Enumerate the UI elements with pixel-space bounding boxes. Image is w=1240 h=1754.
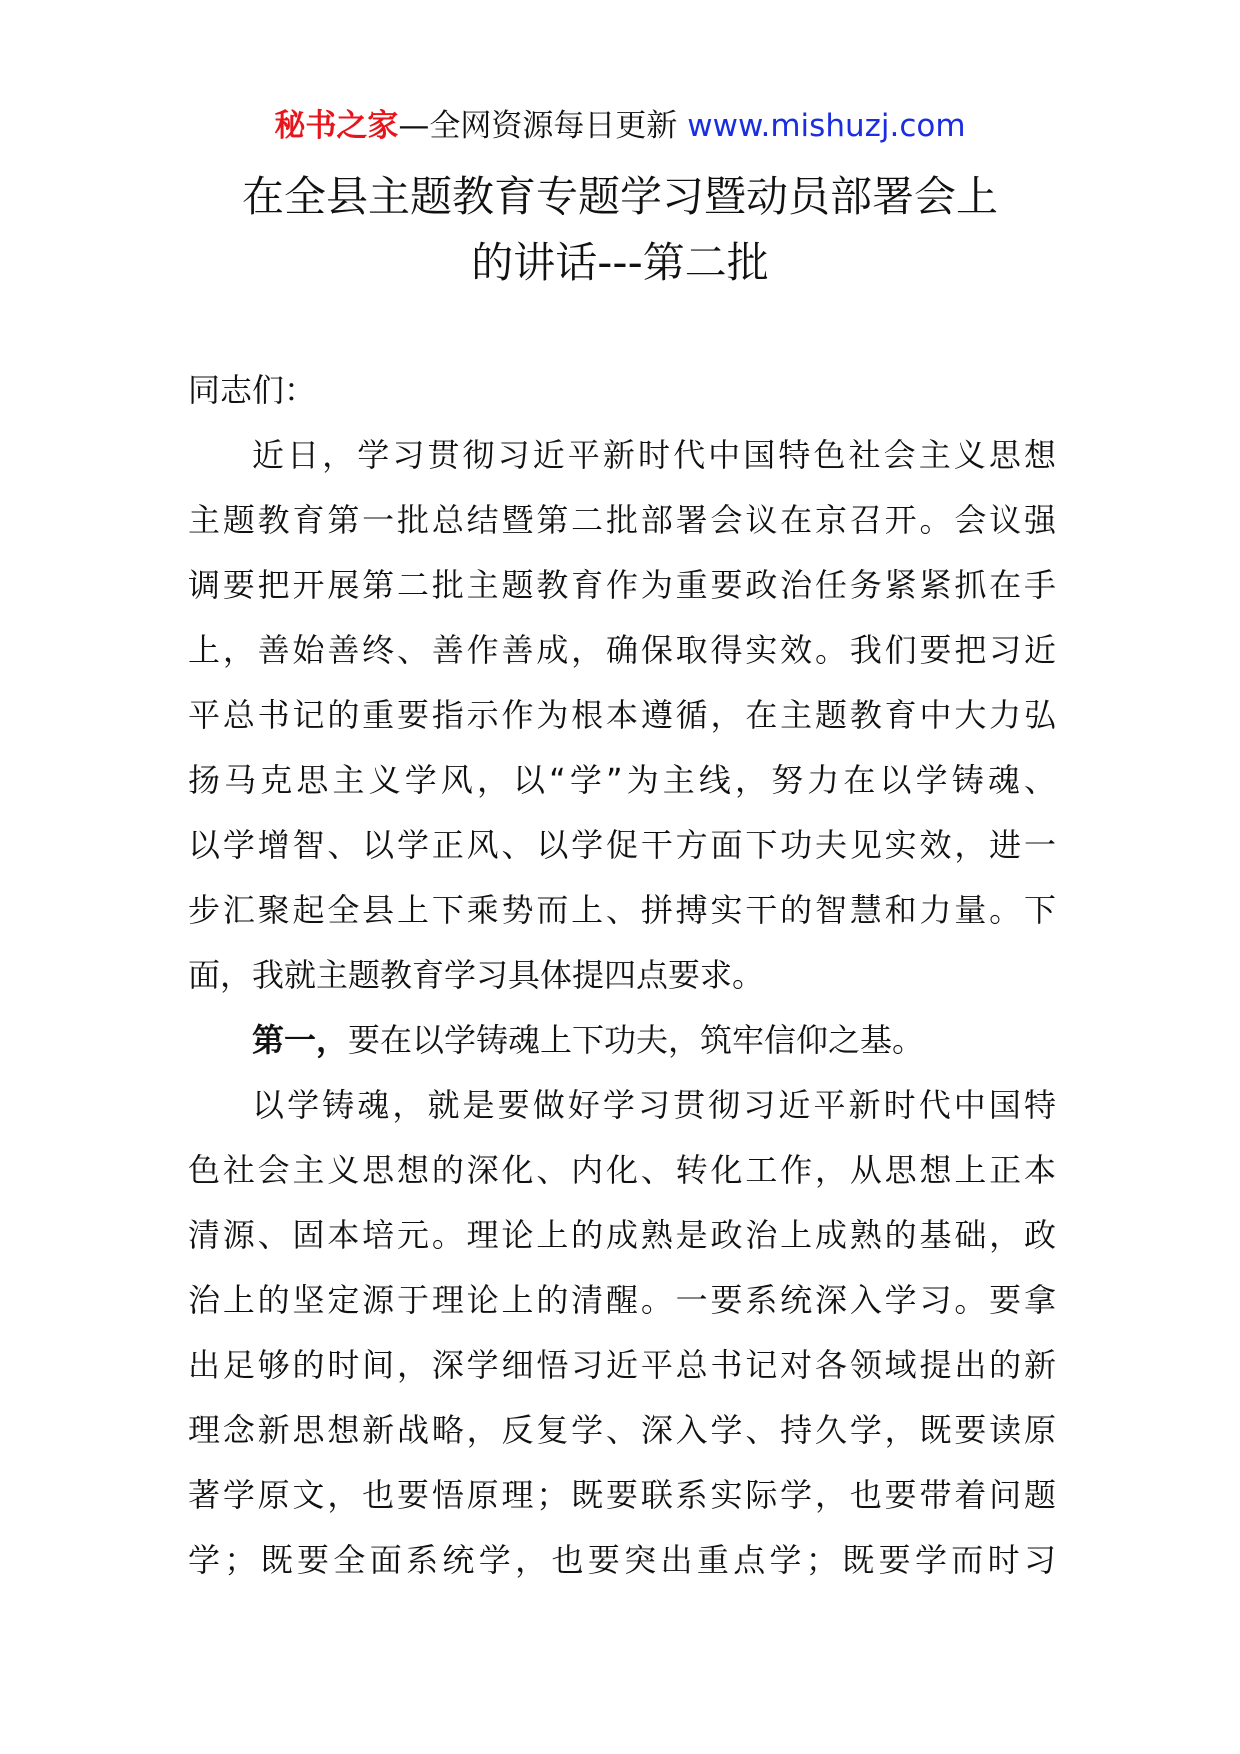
- paragraph-line: 著学原文，也要悟原理；既要联系实际学，也要带着问题: [188, 1476, 1056, 1514]
- section-heading-1: [188, 1008, 1056, 1073]
- paragraph-line: 主题教育第一批总结暨第二批部署会议在京召开。会议强: [188, 501, 1056, 539]
- paragraph-1: [188, 423, 1056, 1008]
- title-line-2: 的讲话---第二批: [471, 238, 769, 287]
- brand-name: 秘书之家: [274, 108, 399, 144]
- heading-tail: 筑牢信仰之基。: [700, 1021, 925, 1059]
- paragraph-line: 上，善始善终、善作善成，确保取得实效。我们要把习近: [188, 631, 1056, 669]
- site-header: [0, 104, 1240, 148]
- paragraph-line: 扬马克思主义学风，以“学”为主线，努力在以学铸魂、: [188, 761, 1056, 799]
- paragraph-line: 调要把开展第二批主题教育作为重要政治任务紧紧抓在手: [188, 566, 1056, 604]
- paragraph-line: 面，我就主题教育学习具体提四点要求。: [188, 956, 765, 994]
- paragraph-line: 清源、固本培元。理论上的成熟是政治上成熟的基础，政: [188, 1216, 1056, 1254]
- paragraph-line: 步汇聚起全县上下乘势而上、拼搏实干的智慧和力量。下: [188, 891, 1056, 929]
- paragraph-line: 近日，学习贯彻习近平新时代中国特色社会主义思想: [252, 436, 1056, 474]
- paragraph-line: 平总书记的重要指示作为根本遵循，在主题教育中大力弘: [188, 696, 1056, 734]
- salutation: 同志们：: [188, 371, 317, 409]
- paragraph-line: 学；既要全面系统学，也要突出重点学；既要学而时习: [188, 1541, 1056, 1579]
- document-title: [140, 164, 1100, 296]
- paragraph-line: 以学铸魂，就是要做好学习贯彻习近平新时代中国特: [252, 1086, 1056, 1124]
- paragraph-line: 色社会主义思想的深化、内化、转化工作，从思想上正本: [188, 1151, 1056, 1189]
- paragraph-line: 理念新思想新战略，反复学、深入学、持久学，既要读原: [188, 1411, 1056, 1449]
- paragraph-line: 治上的坚定源于理论上的清醒。一要系统深入学习。要拿: [188, 1281, 1056, 1319]
- header-tagline: —全网资源每日更新: [398, 108, 688, 144]
- site-url[interactable]: www.mishuzj.com: [687, 108, 966, 144]
- paragraph-2: [188, 1073, 1056, 1593]
- paragraph-line: 出足够的时间，深学细悟习近平总书记对各领域提出的新: [188, 1346, 1056, 1384]
- paragraph-line: 以学增智、以学正风、以学促干方面下功夫见实效，进一: [188, 826, 1056, 864]
- heading-text: 要在以学铸魂上下功夫，: [348, 1021, 701, 1059]
- document-body: [188, 358, 1056, 1593]
- title-line-1: 在全县主题教育专题学习暨动员部署会上: [241, 172, 998, 221]
- heading-lead: 第一，: [252, 1021, 349, 1059]
